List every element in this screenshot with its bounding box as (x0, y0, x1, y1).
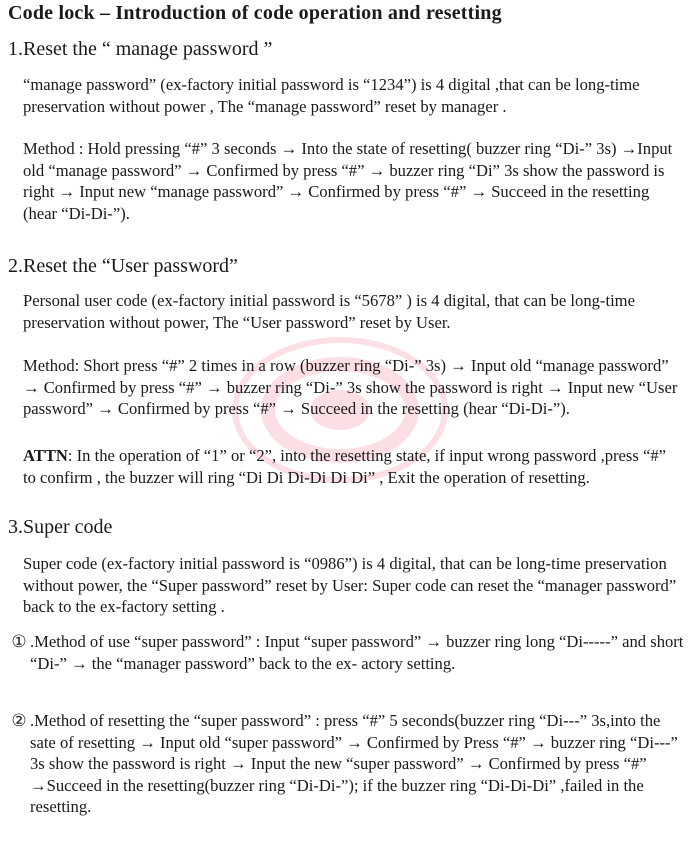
item-1-marker: ① (11, 632, 27, 651)
section-2-attn (23, 445, 683, 488)
attn-text: : In the operation of “1” or “2”, into the resetting state, if input wrong password ,press “#” to confirm , the buzzer will ring “Di Di Di-Di Di Di” , Exit the operation of resetting. (23, 446, 667, 487)
section-3-paragraph-1: Super code (ex-factory initial password is “0986”) is 4 digital, that can be long-time preservation without power, the “Super password” reset by User: Super code can reset the “manager password” back to the ex-factory setting . (23, 554, 677, 617)
super-code-item-2 (8, 710, 684, 818)
section-1-method: Method : Hold pressing “#” 3 seconds → Into the state of resetting( buzzer ring “Di-” 3s) →Input old “manage password” → Confirmed by press “#” → buzzer ring “Di” 3s show the password is right → Input new “manage password” → Confirmed by press “#” → Succeed in the resetting (hear “Di-Di-”). (23, 139, 673, 223)
section-2-paragraph-1: Personal user code (ex-factory initial password is “5678” ) is 4 digital, that can be long-time preservation without power, The “User password” reset by User. (23, 291, 635, 332)
section-3-heading: 3.Super code (8, 516, 113, 538)
section-2-method: Method: Short press “#” 2 times in a row (buzzer ring “Di-” 3s) → Input old “manage password” → Confirmed by press “#” → buzzer ring “Di-” 3s show the password is right → Input new “User password” → Confirmed by press “#” → Succeed in the resetting (hear “Di-Di-”). (23, 356, 678, 419)
section-2-heading: 2.Reset the “User password” (8, 255, 238, 277)
item-2-text: .Method of resetting the “super password” : press “#” 5 seconds(buzzer ring “Di---” 3s,into the sate of resetting → Input old “super password” → Confirmed by Press “#” → buzzer ring “Di---” 3s show the password is right → Input the new “super password” → Confirmed by press “#” →Succeed in the resetting(buzzer ring “Di-Di-”); if the buzzer ring “Di-Di-Di” ,failed in the resetting. (30, 711, 678, 817)
document-title: Code lock – Introduction of code operation and resetting (8, 2, 502, 24)
section-1-heading: 1.Reset the “ manage password ” (8, 38, 273, 60)
super-code-item-1 (8, 631, 684, 674)
attn-label: ATTN (23, 446, 68, 465)
item-1-text: .Method of use “super password” : Input “super password” → buzzer ring long “Di-----” and short “Di-” → the “manager password” back to the ex- actory setting. (30, 632, 684, 673)
item-2-marker: ② (11, 711, 27, 730)
section-1-paragraph-1: “manage password” (ex-factory initial password is “1234”) is 4 digital ,that can be long-time preservation without power , The “manage password” reset by manager . (23, 75, 640, 116)
